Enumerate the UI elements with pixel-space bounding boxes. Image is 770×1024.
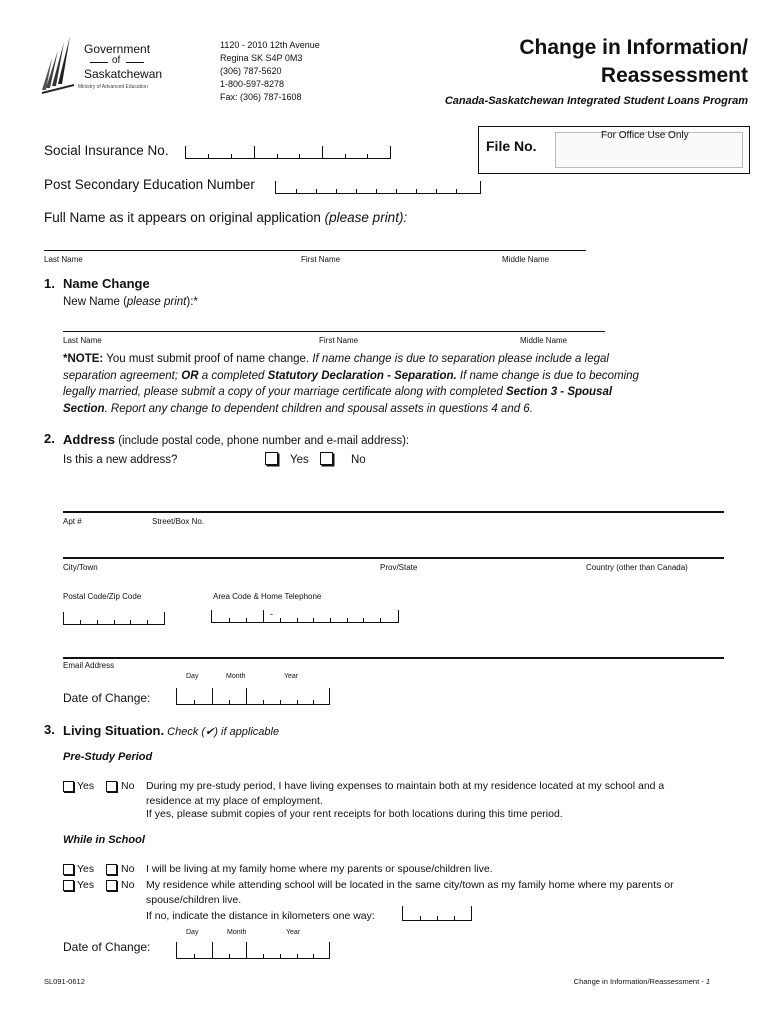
while-in-school-heading: While in School [63, 834, 145, 846]
note-text: Section [63, 402, 105, 415]
new-address-yes-checkbox[interactable] [265, 452, 278, 465]
full-name-label [44, 210, 407, 225]
email-caption: Email Address [63, 661, 115, 670]
new-address-no-checkbox[interactable] [320, 452, 333, 465]
yes-label: Yes [77, 863, 95, 875]
middle-name-caption: Middle Name [502, 255, 550, 264]
pre-study-heading: Pre-Study Period [63, 751, 153, 763]
phone-caption: Area Code & Home Telephone [213, 592, 322, 601]
distance-field[interactable] [402, 906, 472, 921]
address-line: Regina SK S4P 0M3 [220, 53, 303, 63]
prov-caption: Prov/State [380, 563, 418, 572]
logo-line-2: of [112, 55, 121, 66]
program-name: Canada-Saskatchewan Integrated Student Loans Program [444, 95, 748, 107]
government-logo [40, 34, 170, 96]
new-name-label [63, 296, 198, 308]
new-name-hint: please print [126, 296, 187, 308]
sin-label: Social Insurance No. [44, 143, 169, 158]
section-2-number: 2. [44, 431, 55, 446]
street-line[interactable] [63, 511, 724, 513]
address-line: Fax: (306) 787-1608 [220, 92, 302, 102]
pre-study-text: If yes, please submit copies of your rent receipts for both locations during this time period. [146, 808, 563, 820]
page-footer-label: Change in Information/Reassessment - [573, 977, 706, 986]
day-caption: Day [186, 673, 199, 680]
new-name-label-text: New Name ( [63, 296, 127, 308]
pre-study-text: During my pre-study period, I have living expenses to maintain both at my residence located at my school and a [146, 780, 665, 792]
section-1-number: 1. [44, 276, 55, 291]
street-caption: Street/Box No. [152, 517, 205, 526]
form-title-line-2: Reassessment [600, 64, 748, 87]
year-caption: Year [286, 929, 301, 936]
name-change-note [63, 351, 743, 417]
section-2-subtitle: (include postal code, phone number and e-mail address): [115, 435, 410, 447]
city-line[interactable] [63, 557, 724, 559]
apt-caption: Apt # [63, 517, 82, 526]
note-label: *NOTE: [63, 353, 104, 365]
pre-study-no-checkbox[interactable] [106, 781, 117, 792]
city-caption: City/Town [63, 563, 98, 572]
form-title-line-1: Change in Information/ [519, 36, 748, 59]
family-home-yes-checkbox[interactable] [63, 864, 74, 875]
note-text: legally married, please submit a copy of your marriage certificate along with completed [63, 386, 506, 398]
logo-line-3: Saskatchewan [84, 67, 163, 81]
note-text: . Report any change to dependent children and spousal assets in questions 4 and 6. [104, 402, 533, 415]
email-line[interactable] [63, 657, 724, 659]
new-address-question: Is this a new address? [63, 454, 178, 466]
address-line: 1120 - 2010 12th Avenue [220, 40, 320, 50]
section-3-title: Living Situation. [63, 723, 165, 738]
page-number: 1 [705, 977, 710, 986]
pre-study-yes-checkbox[interactable] [63, 781, 74, 792]
day-caption: Day [186, 929, 199, 936]
family-home-no-checkbox[interactable] [106, 864, 117, 875]
new-name-end: ):* [186, 296, 198, 308]
month-caption: Month [226, 673, 246, 680]
address-line: 1-800-597-8278 [220, 79, 285, 89]
same-city-no-checkbox[interactable] [106, 880, 117, 891]
yes-label: Yes [290, 454, 309, 466]
while-school-text: spouse/children live. [146, 894, 242, 906]
new-middle-name-caption: Middle Name [520, 336, 568, 345]
no-label: No [121, 863, 135, 875]
yes-label: Yes [77, 879, 95, 891]
section-3-subtitle: Check (✔) if applicable [164, 726, 280, 738]
new-name-line[interactable] [63, 331, 605, 332]
no-label: No [121, 780, 135, 792]
year-caption: Year [284, 673, 299, 680]
address-date-label: Date of Change: [63, 691, 151, 705]
office-use-box [478, 126, 750, 174]
section-2-heading [63, 431, 409, 449]
yes-label: Yes [77, 780, 95, 792]
postal-caption: Postal Code/Zip Code [63, 592, 142, 601]
office-use-note: For Office Use Only [601, 130, 689, 141]
country-caption: Country (other than Canada) [586, 563, 688, 572]
page-footer [574, 977, 710, 986]
postal-code-field[interactable] [63, 612, 165, 625]
phone-dash: - [270, 609, 273, 619]
month-caption: Month [227, 929, 247, 936]
note-text: You must submit proof of name change. [103, 353, 313, 365]
full-name-label-text: Full Name as it appears on original application [44, 210, 325, 225]
new-last-name-caption: Last Name [63, 336, 102, 345]
logo-line-4: Ministry of Advanced Education [78, 84, 148, 90]
distance-label: If no, indicate the distance in kilometers one way: [146, 910, 375, 922]
note-text: Statutory Declaration - Separation. [267, 369, 457, 382]
living-date-field[interactable] [176, 942, 330, 959]
section-2-title: Address [63, 432, 116, 447]
while-school-text: My residence while attending school will be located in the same city/town as my family home where my parents or [146, 879, 674, 891]
same-city-yes-checkbox[interactable] [63, 880, 74, 891]
address-line: (306) 787-5620 [220, 66, 282, 76]
address-date-field[interactable] [176, 688, 330, 705]
first-name-caption: First Name [301, 255, 341, 264]
while-school-text: I will be living at my family home where my parents or spouse/children live. [146, 863, 493, 875]
psen-label: Post Secondary Education Number [44, 177, 255, 192]
phone-field[interactable] [211, 610, 399, 623]
sin-field[interactable] [185, 146, 391, 159]
section-3-heading [63, 722, 279, 740]
new-first-name-caption: First Name [319, 336, 359, 345]
note-text: Section 3 - Spousal [505, 386, 613, 398]
note-text: If name change is due to separation please include a legal [312, 353, 609, 365]
note-text: If name change is due to becoming [456, 369, 639, 382]
no-label: No [121, 879, 135, 891]
note-text: OR [181, 369, 199, 382]
note-text: a completed [198, 369, 268, 382]
pre-study-text: residence at my place of employment. [146, 795, 323, 807]
logo-line-1: Government [84, 42, 151, 56]
no-label: No [351, 454, 366, 466]
section-3-number: 3. [44, 722, 55, 737]
note-text: separation agreement; [63, 369, 182, 382]
psen-field[interactable] [275, 181, 481, 194]
section-1-title: Name Change [63, 276, 150, 291]
file-no-label: File No. [486, 138, 537, 154]
form-code: SL091-0612 [44, 977, 85, 986]
last-name-caption: Last Name [44, 255, 83, 264]
full-name-line[interactable] [44, 250, 586, 251]
living-date-label: Date of Change: [63, 940, 151, 954]
sheaf-logo-icon [40, 34, 76, 94]
full-name-hint: (please print): [324, 210, 408, 225]
